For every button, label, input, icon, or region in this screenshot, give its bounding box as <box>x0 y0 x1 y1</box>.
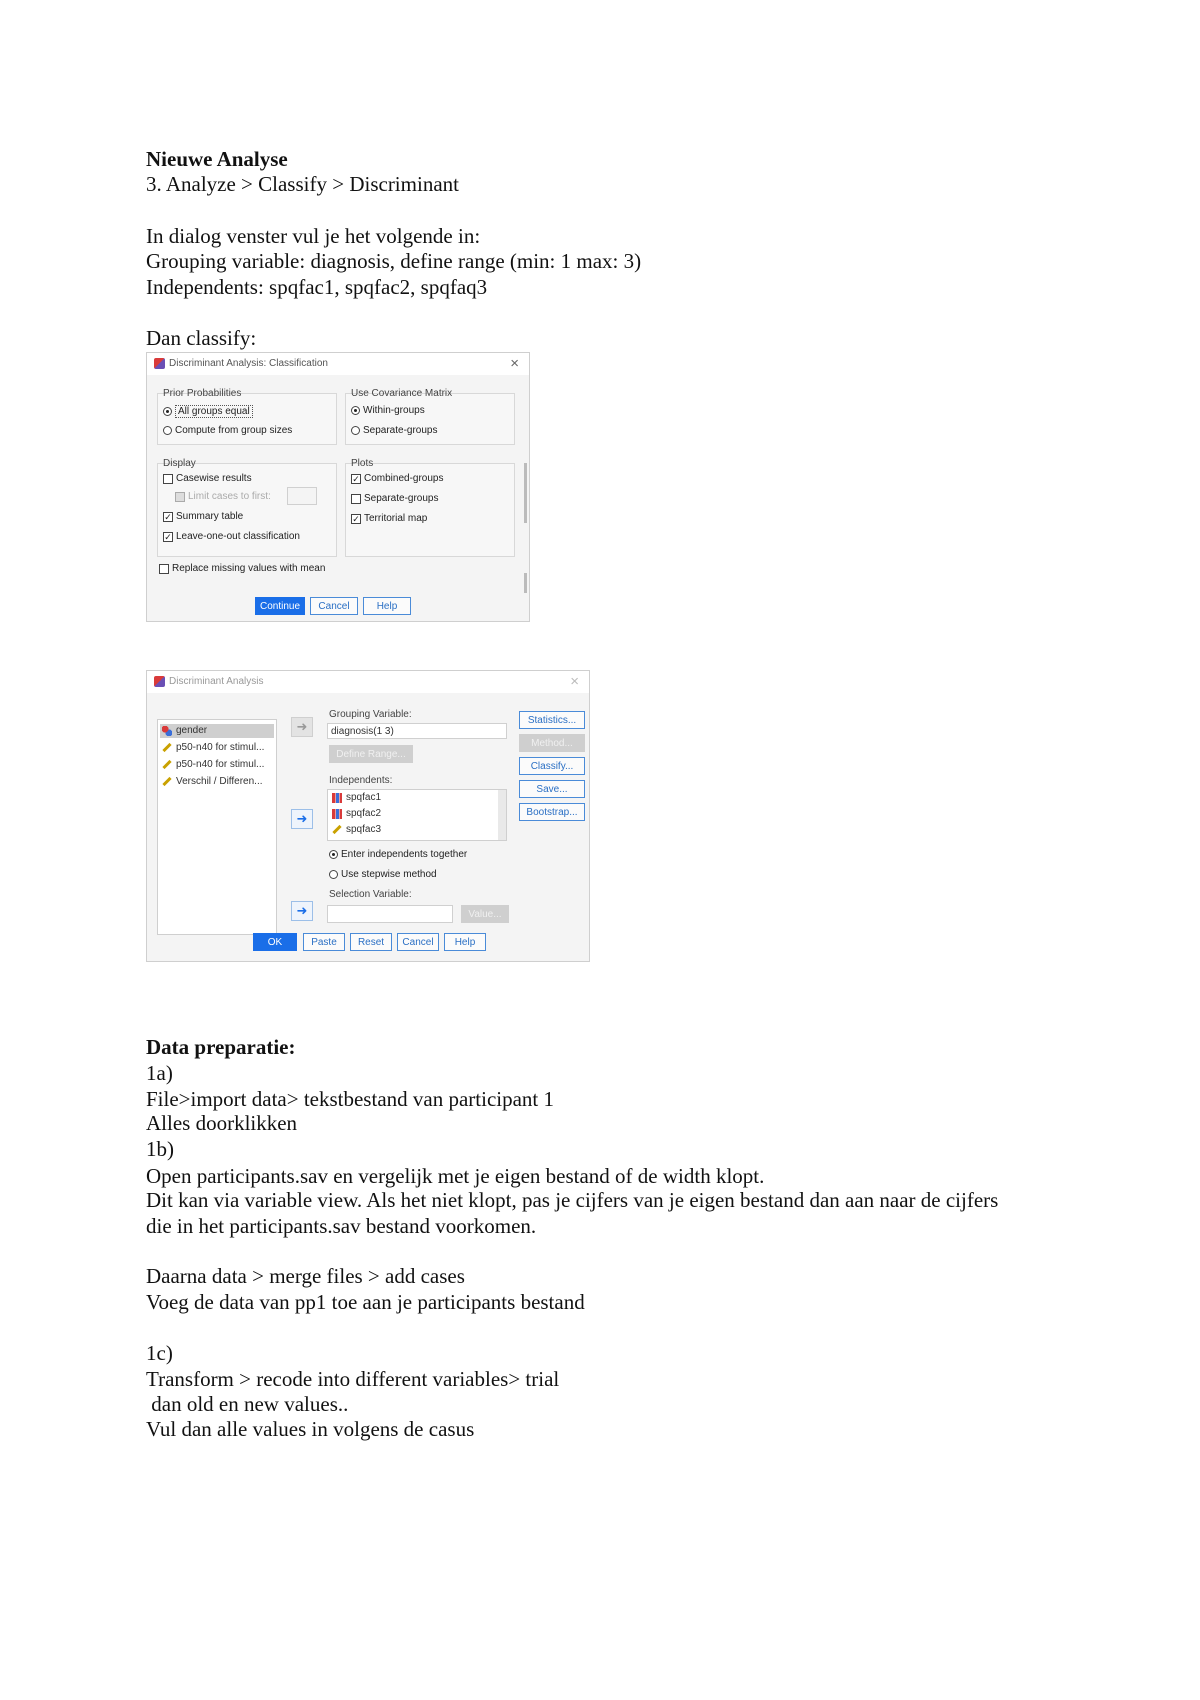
classify-label: Dan classify: <box>146 326 257 350</box>
radio-separate-groups[interactable] <box>351 425 438 436</box>
list-item[interactable] <box>332 824 381 835</box>
spss-app-icon <box>154 676 165 687</box>
heading-data-preparatie: Data preparatie: <box>146 1035 296 1059</box>
bootstrap-button[interactable]: Bootstrap... <box>519 803 585 821</box>
instruction-line: Alles doorklikken <box>146 1111 298 1135</box>
instruction-line: Dit kan via variable view. Als het niet klopt, pas je cijfers van je eigen bestand dan aan naar de cijfers <box>146 1188 999 1212</box>
reset-button[interactable]: Reset <box>350 933 392 951</box>
variable-label: spqfac1 <box>346 792 382 803</box>
option-label: Replace missing values with mean <box>172 563 326 574</box>
ordinal-variable-icon <box>332 809 342 819</box>
list-item[interactable] <box>332 792 381 803</box>
checkbox-indicator <box>175 492 185 502</box>
option-label: Leave-one-out classification <box>176 531 300 542</box>
instruction-line: File>import data> tekstbestand van participant 1 <box>146 1087 555 1111</box>
radio-all-groups-equal[interactable] <box>163 405 253 418</box>
scale-variable-icon <box>332 825 341 834</box>
variable-source-list[interactable] <box>157 719 277 935</box>
variable-label: gender <box>176 725 208 736</box>
close-icon[interactable]: × <box>510 355 519 372</box>
instruction-line: 1c) <box>146 1341 173 1365</box>
checkbox-leave-one-out[interactable] <box>163 531 300 542</box>
checkbox-indicator <box>163 474 173 484</box>
instruction-line: Daarna data > merge files > add cases <box>146 1264 465 1288</box>
radio-use-stepwise-method[interactable] <box>329 869 437 880</box>
ok-button[interactable]: OK <box>253 933 297 951</box>
list-item[interactable] <box>332 808 381 819</box>
grouping-variable-label: Grouping Variable: <box>329 709 412 720</box>
value-button[interactable]: Value... <box>461 905 509 923</box>
radio-indicator <box>351 406 360 415</box>
group-title: Use Covariance Matrix <box>351 388 453 399</box>
ordinal-variable-icon <box>332 793 342 803</box>
option-label: Compute from group sizes <box>175 425 293 436</box>
instruction-line: dan old en new values.. <box>146 1392 349 1416</box>
radio-enter-independents-together[interactable] <box>329 849 467 860</box>
option-label: Territorial map <box>364 513 428 524</box>
option-label: Casewise results <box>176 473 252 484</box>
radio-indicator <box>163 407 172 416</box>
option-label: Limit cases to first: <box>188 491 271 502</box>
variable-label: p50-n40 for stimul... <box>176 759 265 770</box>
paste-button[interactable]: Paste <box>303 933 345 951</box>
option-label: Within-groups <box>363 405 425 416</box>
radio-within-groups[interactable] <box>351 405 425 416</box>
scale-variable-icon <box>162 743 171 752</box>
list-scrollbar[interactable] <box>498 790 506 840</box>
instruction-line: 1a) <box>146 1061 173 1085</box>
option-label: Combined-groups <box>364 473 444 484</box>
move-grouping-arrow-button[interactable]: ➜ <box>291 717 313 737</box>
help-button[interactable]: Help <box>444 933 486 951</box>
checkbox-separate-groups[interactable] <box>351 493 439 504</box>
nominal-variable-icon <box>162 726 172 736</box>
variable-label: Verschil / Differen... <box>176 776 263 787</box>
dialog-title: Discriminant Analysis <box>169 676 264 687</box>
checkbox-indicator: ✓ <box>352 473 360 484</box>
independents-label: Independents: <box>329 775 393 786</box>
scale-variable-icon <box>162 777 171 786</box>
statistics-button[interactable]: Statistics... <box>519 711 585 729</box>
checkbox-indicator <box>351 494 361 504</box>
group-title: Plots <box>351 458 374 469</box>
instruction-line: die in het participants.sav bestand voorkomen. <box>146 1214 537 1238</box>
instruction-line: Vul dan alle values in volgens de casus <box>146 1417 475 1441</box>
checkbox-territorial-map[interactable] <box>351 513 427 524</box>
save-button[interactable]: Save... <box>519 780 585 798</box>
dialog-title: Discriminant Analysis: Classification <box>169 358 328 369</box>
option-label: Separate-groups <box>363 425 438 436</box>
instruction-line: Open participants.sav en vergelijk met je eigen bestand of de width klopt. <box>146 1164 765 1188</box>
list-item[interactable] <box>162 759 264 770</box>
radio-indicator <box>351 426 360 435</box>
option-label: Enter independents together <box>341 849 468 860</box>
selection-variable-field[interactable] <box>327 905 453 923</box>
list-item[interactable] <box>162 725 207 736</box>
checkbox-indicator <box>159 564 169 574</box>
discriminant-analysis-dialog <box>146 670 590 962</box>
variable-label: spqfac3 <box>346 824 382 835</box>
heading-nieuwe-analyse: Nieuwe Analyse <box>146 147 288 171</box>
prior-probabilities-group <box>157 393 337 445</box>
option-label: Separate-groups <box>364 493 439 504</box>
scrollbar[interactable] <box>524 573 527 593</box>
radio-indicator <box>163 426 172 435</box>
selection-variable-label: Selection Variable: <box>329 889 412 900</box>
option-label: All groups equal <box>175 405 253 418</box>
scrollbar[interactable] <box>524 463 527 523</box>
option-label: Use stepwise method <box>341 869 437 880</box>
checkbox-limit-cases[interactable] <box>175 491 271 502</box>
radio-indicator <box>329 850 338 859</box>
dialog-titlebar <box>147 353 529 375</box>
group-title: Display <box>163 458 196 469</box>
cancel-button[interactable]: Cancel <box>397 933 439 951</box>
radio-compute-from-group-sizes[interactable] <box>163 425 292 436</box>
grouping-variable-field[interactable]: diagnosis(1 3) <box>327 723 507 739</box>
group-title: Prior Probabilities <box>163 388 242 399</box>
move-selection-arrow-button[interactable]: ➜ <box>291 901 313 921</box>
instruction-line: Independents: spqfac1, spqfac2, spqfaq3 <box>146 275 488 299</box>
scale-variable-icon <box>162 760 171 769</box>
classify-button[interactable]: Classify... <box>519 757 585 775</box>
spss-app-icon <box>154 358 165 369</box>
option-label: Summary table <box>176 511 244 522</box>
instruction-line: In dialog venster vul je het volgende in: <box>146 224 481 248</box>
cancel-button[interactable]: Cancel <box>310 597 358 615</box>
independents-list[interactable] <box>327 789 507 841</box>
instruction-line: Transform > recode into different variables> trial <box>146 1367 560 1391</box>
dialog-titlebar <box>147 671 589 693</box>
variable-label: p50-n40 for stimul... <box>176 742 265 753</box>
help-button[interactable]: Help <box>363 597 411 615</box>
variable-label: spqfac2 <box>346 808 382 819</box>
checkbox-casewise-results[interactable] <box>163 473 252 484</box>
checkbox-indicator: ✓ <box>164 531 172 542</box>
step-analyze-path: 3. Analyze > Classify > Discriminant <box>146 172 459 196</box>
checkbox-replace-missing[interactable] <box>159 563 325 574</box>
instruction-line: Grouping variable: diagnosis, define range (min: 1 max: 3) <box>146 249 642 273</box>
limit-cases-input[interactable] <box>287 487 317 505</box>
list-item[interactable] <box>162 742 264 753</box>
close-icon[interactable]: × <box>570 673 579 690</box>
instruction-line: Voeg de data van pp1 toe aan je participants bestand <box>146 1290 585 1314</box>
continue-button[interactable]: Continue <box>255 597 305 615</box>
checkbox-indicator: ✓ <box>164 511 172 522</box>
list-item[interactable] <box>162 776 263 787</box>
classification-dialog <box>146 352 530 622</box>
method-button[interactable]: Method... <box>519 734 585 752</box>
move-independents-arrow-button[interactable]: ➜ <box>291 809 313 829</box>
checkbox-combined-groups[interactable] <box>351 473 444 484</box>
radio-indicator <box>329 870 338 879</box>
define-range-button[interactable]: Define Range... <box>329 745 413 763</box>
covariance-matrix-group <box>345 393 515 445</box>
checkbox-indicator: ✓ <box>352 513 360 524</box>
instruction-line: 1b) <box>146 1137 174 1161</box>
checkbox-summary-table[interactable] <box>163 511 243 522</box>
